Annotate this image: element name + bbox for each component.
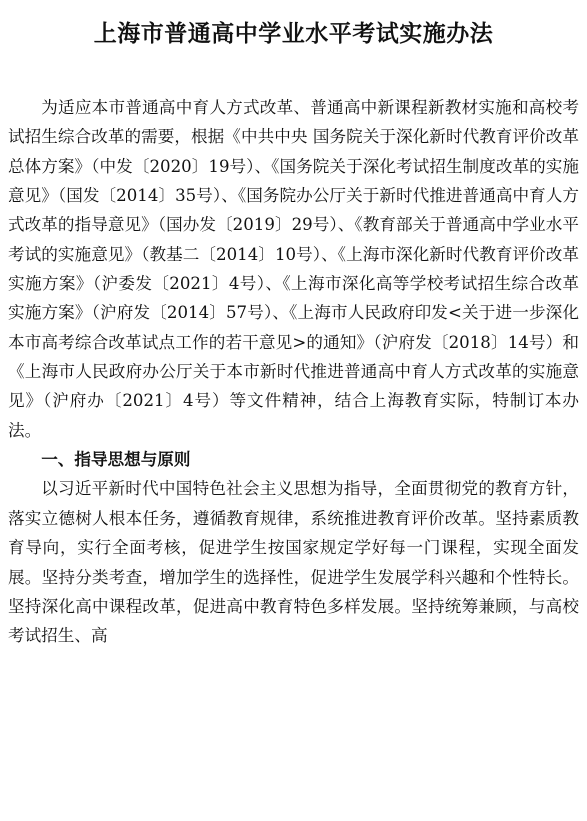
document-title: 上海市普通高中学业水平考试实施办法 <box>93 20 494 47</box>
section-heading-guiding-principles: 一、指导思想与原则 <box>41 450 191 470</box>
section-1-paragraph: 以习近平新时代中国特色社会主义思想为指导，全面贯彻党的教育方针，落实立德树人根本任务，遵循教育规律，系统推进教育评价改革。坚持素质教育导向，实行全面考核，促进学生按国家规定学好每一门课程，实现全面发展。坚持分类考查，增加学生的选择性，促进学生发展学科兴趣和个性特长。坚持深化高中课程改革，促进高中教育特色多样发展。坚持统筹兼顾，与高校考试招生、高 <box>8 479 579 646</box>
title-spacer <box>8 58 579 93</box>
intro-paragraph: 为适应本市普通高中育人方式改革、普通高中新课程新教材实施和高校考试招生综合改革的需要，根据《中共中央 国务院关于深化新时代教育评价改革总体方案》（中发〔2020〕19号）、《国务院关于深化考试招生制度改革的实施意见》（国发〔2014〕35号）、《国务院办公厅关于新时代推进普通高中育人方式改革的指导意见》（国办发〔2019〕29号）、《教育部关于普通高中学业水平考试的实施意见》（教基二〔2014〕10号）、《上海市深化新时代教育评价改革实施方案》（沪委发〔2021〕4号）、《上海市深化高等学校考试招生综合改革实施方案》（沪府发〔2014〕57号）、《上海市人民政府印发<关于进一步深化本市高考综合改革试点工作的若干意见>的通知》（沪府发〔2018〕14号）和《上海市人民政府办公厅关于本市新时代推进普通高中育人方式改革的实施意见》（沪府办〔2021〕4号）等文件精神，结合上海教育实际，特制订本办法。 <box>8 98 579 440</box>
